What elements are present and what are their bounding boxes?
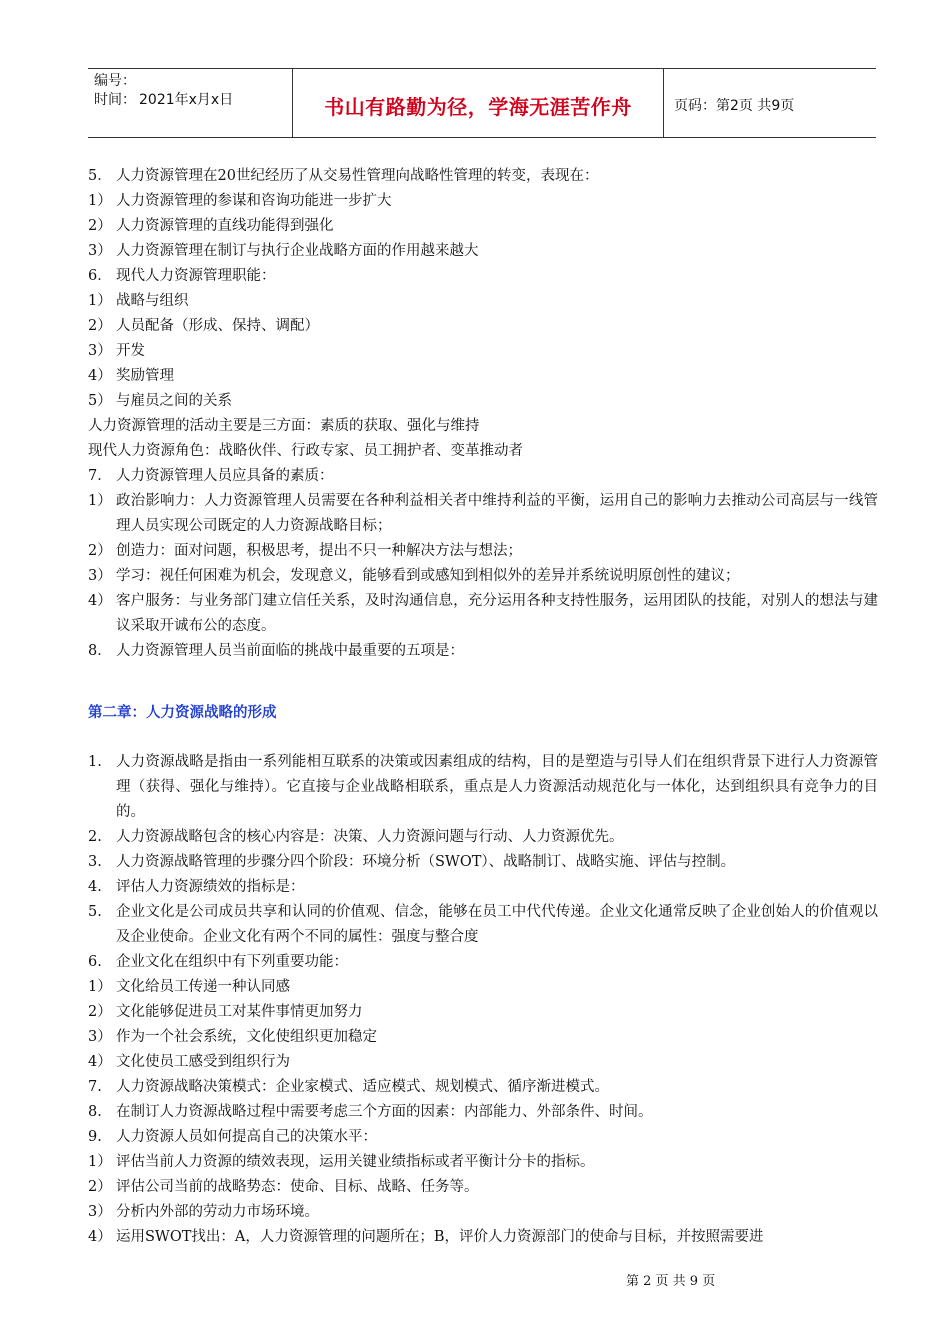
header-time-value: 2021年x月x日 (139, 92, 234, 108)
header-page-label: 页码： (674, 98, 716, 114)
list-item-number: 1） (88, 193, 112, 209)
list-item-text: 现代人力资源角色：战略伙伴、行政专家、员工拥护者、变革推动者 (88, 443, 523, 459)
list-item-text: 客户服务：与业务部门建立信任关系，及时沟通信息，充分运用各种支持性服务，运用团队的技能，对别人的想法与建议采取开诚布公的态度。 (116, 593, 878, 634)
list-item-text: 奖励管理 (116, 368, 174, 384)
list-item-text: 人力资源管理的参谋和咨询功能进一步扩大 (116, 193, 392, 209)
list-item-number: 2. (88, 829, 102, 845)
list-item (88, 825, 878, 850)
list-item-text: 作为一个社会系统，文化使组织更加稳定 (116, 1029, 377, 1045)
list-item-number: 6． (88, 268, 112, 284)
list-item-text: 战略与组织 (116, 293, 189, 309)
section-hr-management (88, 164, 878, 664)
list-item (88, 214, 878, 239)
list-item-text: 与雇员之间的关系 (116, 393, 232, 409)
list-item-number: 2） (88, 543, 112, 559)
list-item (88, 1050, 878, 1075)
list-item (88, 539, 878, 564)
list-item (88, 850, 878, 875)
list-item-number: 1） (88, 979, 112, 995)
list-item-text: 创造力：面对问题，积极思考，提出不只一种解决方法与想法； (116, 543, 522, 559)
list-item-number: 2） (88, 318, 112, 334)
list-item-number: 4） (88, 1229, 112, 1245)
list-item-text: 人力资源管理在20世纪经历了从交易性管理向战略性管理的转变，表现在： (116, 168, 599, 184)
list-item-number: 6. (88, 954, 102, 970)
list-item (88, 339, 878, 364)
list-item (88, 239, 878, 264)
list-item-text: 文化使员工感受到组织行为 (116, 1054, 290, 1070)
list-item-number: 3） (88, 1029, 112, 1045)
header-number-label: 编号： (94, 73, 136, 89)
list-item-text: 人员配备（形成、保持、调配） (116, 318, 319, 334)
list-item-text: 人力资源战略包含的核心内容是：决策、人力资源问题与行动、人力资源优先。 (116, 829, 624, 845)
list-item-number: 7. (88, 1079, 102, 1095)
list-item-text: 人力资源战略是指由一系列能相互联系的决策或因素组成的结构，目的是塑造与引导人们在组织背景下进行人力资源管理（获得、强化与维持）。它直接与企业战略相联系，重点是人力资源活动规范化与一体化，达到组织具有竞争力的目的。 (116, 754, 878, 820)
list-item (88, 1000, 878, 1025)
list-item-text: 学习：视任何困难为机会，发现意义，能够看到或感知到相似外的差异并系统说明原创性的建议； (116, 568, 740, 584)
chapter-title: 第二章：人力资源战略的形成 (88, 705, 277, 721)
list-item-number: 4） (88, 593, 112, 609)
list-item-text: 运用SWOT找出：A，人力资源管理的问题所在；B，评价人力资源部门的使命与目标，并按照需要进 (116, 1229, 764, 1245)
list-item (88, 439, 878, 464)
list-item-number: 9. (88, 1129, 102, 1145)
header-meta (88, 69, 292, 137)
list-item-number: 2） (88, 1004, 112, 1020)
list-item (88, 489, 878, 539)
list-item (88, 1075, 878, 1100)
list-item-number: 8. (88, 1104, 102, 1120)
list-item-number: 5） (88, 393, 112, 409)
list-item-number: 3. (88, 854, 102, 870)
document-body (88, 164, 878, 1250)
header-page-info (664, 69, 876, 137)
list-item (88, 1125, 878, 1150)
list-item (88, 1025, 878, 1050)
list-item-number: 3） (88, 1204, 112, 1220)
list-item (88, 414, 878, 439)
list-item-text: 人力资源管理人员应具备的素质： (116, 468, 334, 484)
list-item-number: 4） (88, 1054, 112, 1070)
header-page-value: 第2页 共9页 (716, 98, 795, 114)
list-item-text: 评估公司当前的战略势态：使命、目标、战略、任务等。 (116, 1179, 479, 1195)
list-item (88, 364, 878, 389)
list-item-text: 评估当前人力资源的绩效表现，运用关键业绩指标或者平衡计分卡的指标。 (116, 1154, 595, 1170)
list-item (88, 1100, 878, 1125)
list-item (88, 750, 878, 825)
list-item (88, 464, 878, 489)
page-header (88, 68, 876, 138)
list-item-number: 2） (88, 1179, 112, 1195)
list-item-text: 开发 (116, 343, 145, 359)
list-item (88, 289, 878, 314)
list-item-text: 人力资源管理在制订与执行企业战略方面的作用越来越大 (116, 243, 479, 259)
list-item-text: 企业文化是公司成员共享和认同的价值观、信念，能够在员工中代代传递。企业文化通常反映了企业创始人的价值观以及企业使命。企业文化有两个不同的属性：强度与整合度 (116, 904, 878, 945)
header-motto: 书山有路勤为径，学海无涯苦作舟 (292, 69, 664, 137)
list-item-number: 1） (88, 1154, 112, 1170)
list-item-number: 4） (88, 368, 112, 384)
list-item-text: 人力资源战略决策模式：企业家模式、适应模式、规划模式、循序渐进模式。 (116, 1079, 609, 1095)
list-item (88, 164, 878, 189)
list-item-number: 3） (88, 568, 112, 584)
list-item-number: 1. (88, 754, 102, 770)
list-item (88, 1225, 878, 1250)
list-item (88, 589, 878, 639)
list-item-text: 企业文化在组织中有下列重要功能： (116, 954, 348, 970)
list-item-number: 1） (88, 293, 112, 309)
header-time (94, 91, 292, 110)
list-item (88, 1175, 878, 1200)
list-item (88, 189, 878, 214)
list-item-text: 人力资源人员如何提高自己的决策水平： (116, 1129, 377, 1145)
list-item-number: 1） (88, 493, 112, 509)
list-item (88, 975, 878, 1000)
list-item-number: 3） (88, 343, 112, 359)
list-item-text: 现代人力资源管理职能： (116, 268, 276, 284)
list-item (88, 264, 878, 289)
list-item (88, 389, 878, 414)
list-item-text: 在制订人力资源战略过程中需要考虑三个方面的因素：内部能力、外部条件、时间。 (116, 1104, 653, 1120)
footer-page-number: 第 2 页 共 9 页 (626, 1274, 716, 1289)
list-item-text: 文化能够促进员工对某件事情更加努力 (116, 1004, 363, 1020)
list-item-text: 人力资源管理的活动主要是三方面：素质的获取、强化与维持 (88, 418, 480, 434)
list-item-number: 2） (88, 218, 112, 234)
section-hr-strategy (88, 750, 878, 1250)
list-item-text: 分析内外部的劳动力市场环境。 (116, 1204, 319, 1220)
list-item-text: 人力资源管理的直线功能得到强化 (116, 218, 334, 234)
list-item-number: 8． (88, 643, 112, 659)
list-item-number: 3） (88, 243, 112, 259)
header-time-label: 时间： (94, 92, 136, 108)
list-item (88, 314, 878, 339)
list-item-text: 人力资源管理人员当前面临的挑战中最重要的五项是： (116, 643, 464, 659)
list-item-text: 政治影响力：人力资源管理人员需要在各种利益相关者中维持利益的平衡，运用自己的影响力去推动公司高层与一线管理人员实现公司既定的人力资源战略目标； (116, 493, 878, 534)
list-item (88, 1150, 878, 1175)
list-item (88, 564, 878, 589)
list-item (88, 900, 878, 950)
list-item (88, 950, 878, 975)
list-item-number: 7． (88, 468, 112, 484)
list-item (88, 875, 878, 900)
list-item (88, 639, 878, 664)
list-item-number: 5． (88, 168, 112, 184)
list-item-text: 评估人力资源绩效的指标是： (116, 879, 305, 895)
list-item-text: 文化给员工传递一种认同感 (116, 979, 290, 995)
list-item-number: 5. (88, 904, 102, 920)
list-item-number: 4. (88, 879, 102, 895)
list-item (88, 1200, 878, 1225)
list-item-text: 人力资源战略管理的步骤分四个阶段：环境分析（SWOT）、战略制订、战略实施、评估与控制。 (116, 854, 736, 870)
